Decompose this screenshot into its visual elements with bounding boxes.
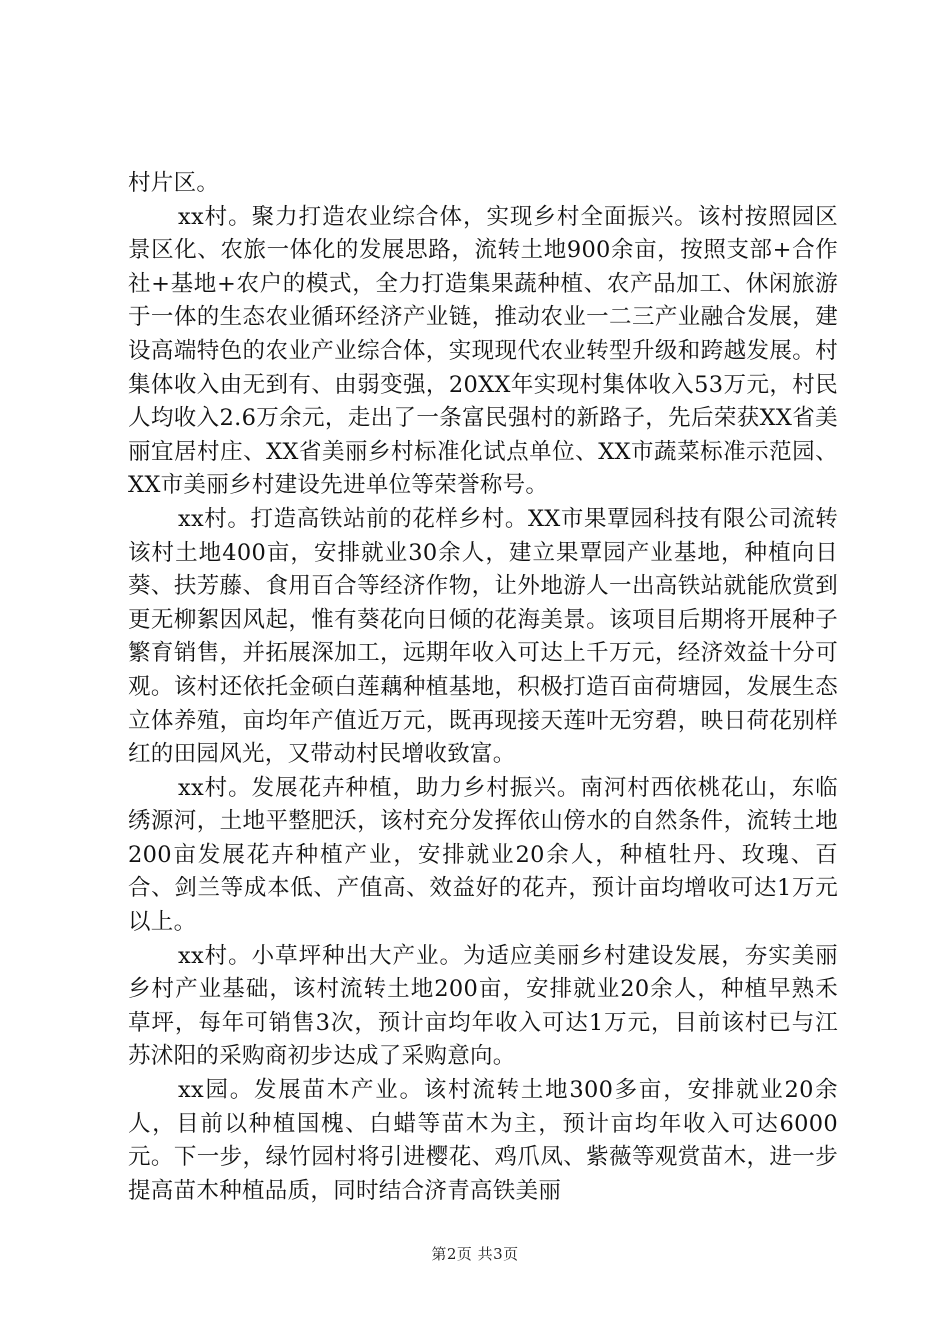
paragraph-village-3: xx村。发展花卉种植，助力乡村振兴。南河村西依桃花山，东临绣源河，土地平整肥沃，该村充分发挥依山傍水的自然条件，流转土地200亩发展花卉种植产业，安排就业20余人，种植牡丹、玫瑰、百合、剑兰等成本低、产值高、效益好的花卉，预计亩均增收可达1万元以上。 — [128, 774, 838, 936]
document-body — [128, 167, 838, 1208]
paragraph-village-2: xx村。打造高铁站前的花样乡村。XX市果覃园科技有限公司流转该村土地400亩，安排就业30余人，建立果覃园产业基地，种植向日葵、扶芳藤、食用百合等经济作物，让外地游人一出高铁站就能欣赏到更无柳絮因风起，惟有葵花向日倾的花海美景。该项目后期将开展种子繁育销售，并拓展深加工，远期年收入可达上千万元，经济效益十分可观。该村还依托金硕白莲藕种植基地，积极打造百亩荷塘园，发展生态立体养殖，亩均年产值近万元，既再现接天莲叶无穷碧，映日荷花别样红的田园风光，又带动村民增收致富。 — [128, 505, 838, 768]
paragraph-village-1: xx村。聚力打造农业综合体，实现乡村全面振兴。该村按照园区景区化、农旅一体化的发展思路，流转土地900余亩，按照支部+合作社+基地+农户的模式，全力打造集果蔬种植、农产品加工、休闲旅游于一体的生态农业循环经济产业链，推动农业一二三产业融合发展，建设高端特色的农业产业综合体，实现现代农业转型升级和跨越发展。村集体收入由无到有、由弱变强，20XX年实现村集体收入53万元，村民人均收入2.6万余元，走出了一条富民强村的新路子，先后荣获XX省美丽宜居村庄、XX省美丽乡村标准化试点单位、XX市蔬菜标准示范园、XX市美丽乡村建设先进单位等荣誉称号。 — [128, 203, 838, 499]
paragraph-continuation: 村片区。 — [128, 170, 220, 196]
paragraph-garden: xx园。发展苗木产业。该村流转土地300多亩，安排就业20余人，目前以种植国槐、白蜡等苗木为主，预计亩均年收入可达6000元。下一步，绿竹园村将引进樱花、鸡爪凤、紫薇等观赏苗木，进一步提高苗木种植品质，同时结合济青高铁美丽 — [128, 1077, 838, 1204]
page-footer: 第2页 共3页 — [431, 1245, 519, 1263]
paragraph-village-4: xx村。小草坪种出大产业。为适应美丽乡村建设发展，夯实美丽乡村产业基础，该村流转土地200亩，安排就业20余人，种植早熟禾草坪，每年可销售3次，预计亩均年收入可达1万元，目前该村已与江苏沭阳的采购商初步达成了采购意向。 — [128, 942, 838, 1070]
